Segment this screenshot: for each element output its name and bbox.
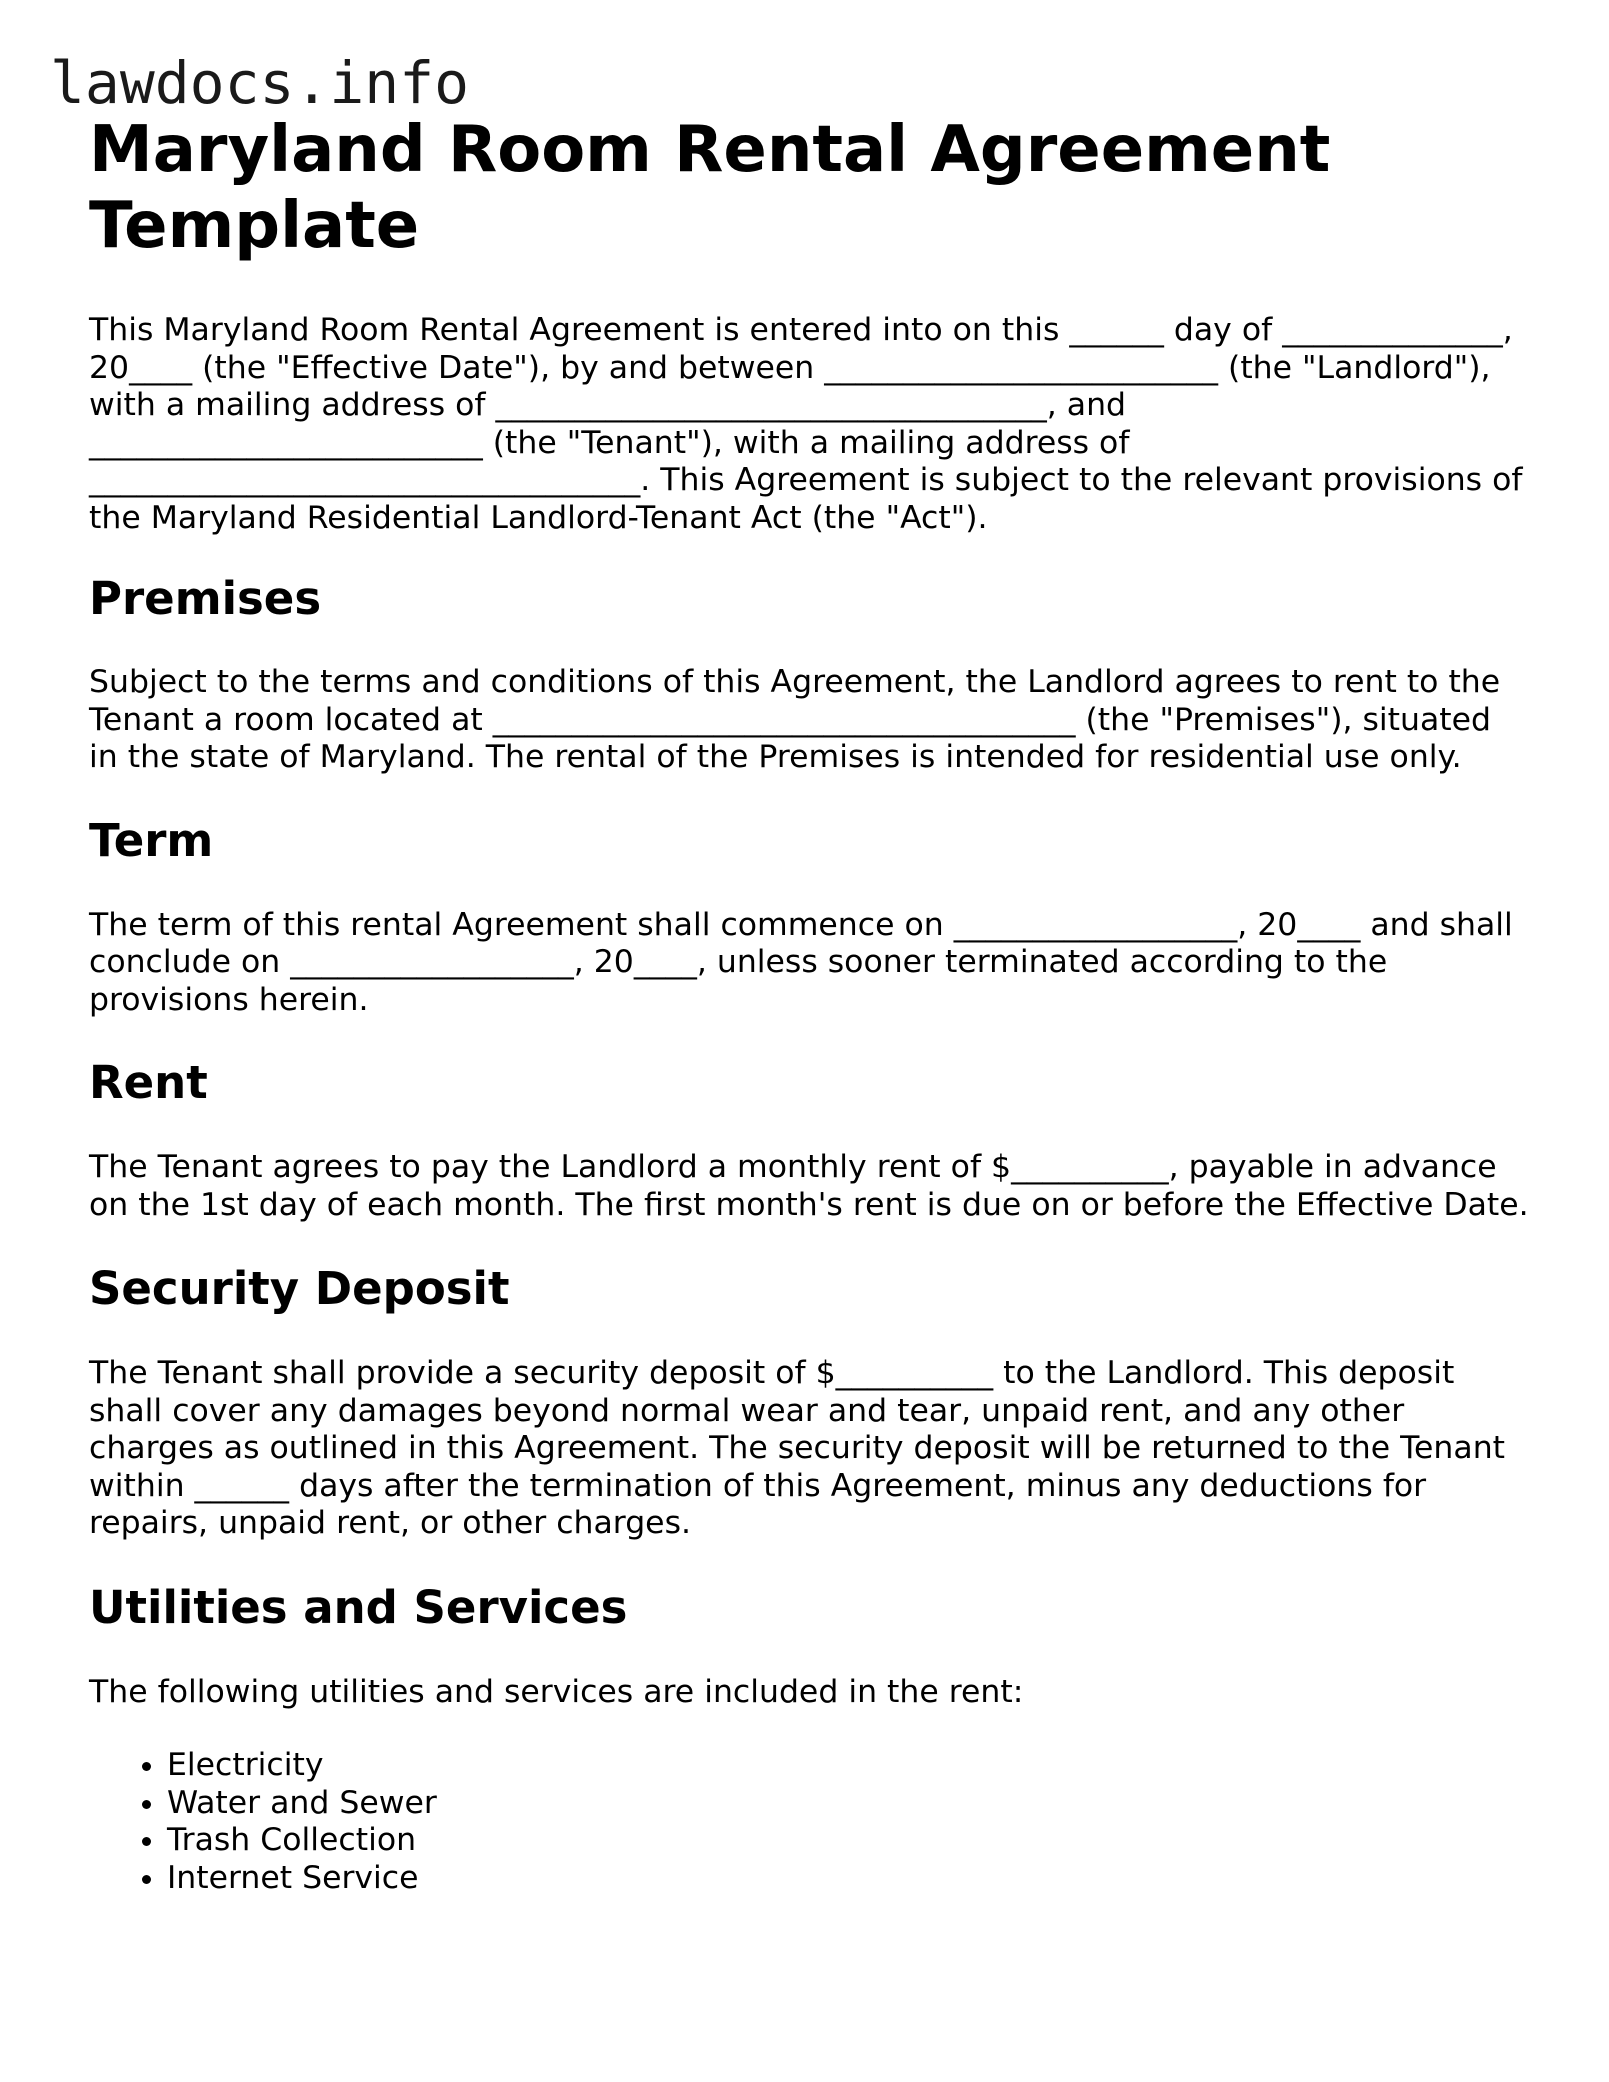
utilities-heading: Utilities and Services [89,1580,628,1634]
document-body [89,112,1529,1897]
list-item: • Electricity [167,1747,1529,1785]
utilities-list [89,1747,1529,1897]
document-title: Maryland Room Rental Agreement Template [89,113,1331,263]
watermark: lawdocs.info [50,49,470,117]
list-item: • Trash Collection [167,1822,1529,1860]
list-item: • Internet Service [167,1860,1529,1898]
security-deposit-paragraph: The Tenant shall provide a security deposit of $__________ to the Landlord. This deposit shall cover any damages beyond normal wear and tear, unpaid rent, and any other charges as outlined in this Agreement. The security deposit will be returned to the Tenant within ______ days after the termination of this Agreement, minus any deductions for repairs, unpaid rent, or other charges. [89,1355,1506,1541]
premises-heading: Premises [89,572,322,625]
rent-heading: Rent [89,1056,208,1109]
rent-paragraph: The Tenant agrees to pay the Landlord a monthly rent of $__________, payable in advance on the 1st day of each month. The first month's rent is due on or before the Effective Date. [89,1149,1529,1223]
security-deposit-heading: Security Deposit [89,1262,510,1315]
term-heading: Term [89,813,214,867]
utilities-paragraph: The following utilities and services are included in the rent: [89,1673,1024,1710]
list-item: • Water and Sewer [167,1785,1529,1823]
term-paragraph: The term of this rental Agreement shall commence on __________________, 20____ and shall conclude on __________________, 20____, unless sooner terminated according to the provisions herein. [89,906,1513,1018]
intro-paragraph: This Maryland Room Rental Agreement is entered into on this ______ day of ______________, 20____ (the "Effective Date"), by and between _________________________ (the "Landlord"), with a mailing address of ___________________________________, and _________________________ (the "Tenant"), with a mailing address of ___________________________________. This Agreement is subject to the relevant provisions of the Maryland Residential Landlord-Tenant Act (the "Act"). [89,312,1523,536]
premises-paragraph: Subject to the terms and conditions of this Agreement, the Landlord agrees to rent to the Tenant a room located at _____________________________________ (the "Premises"), situated in the state of Maryland. The rental of the Premises is intended for residential use only. [89,664,1501,775]
